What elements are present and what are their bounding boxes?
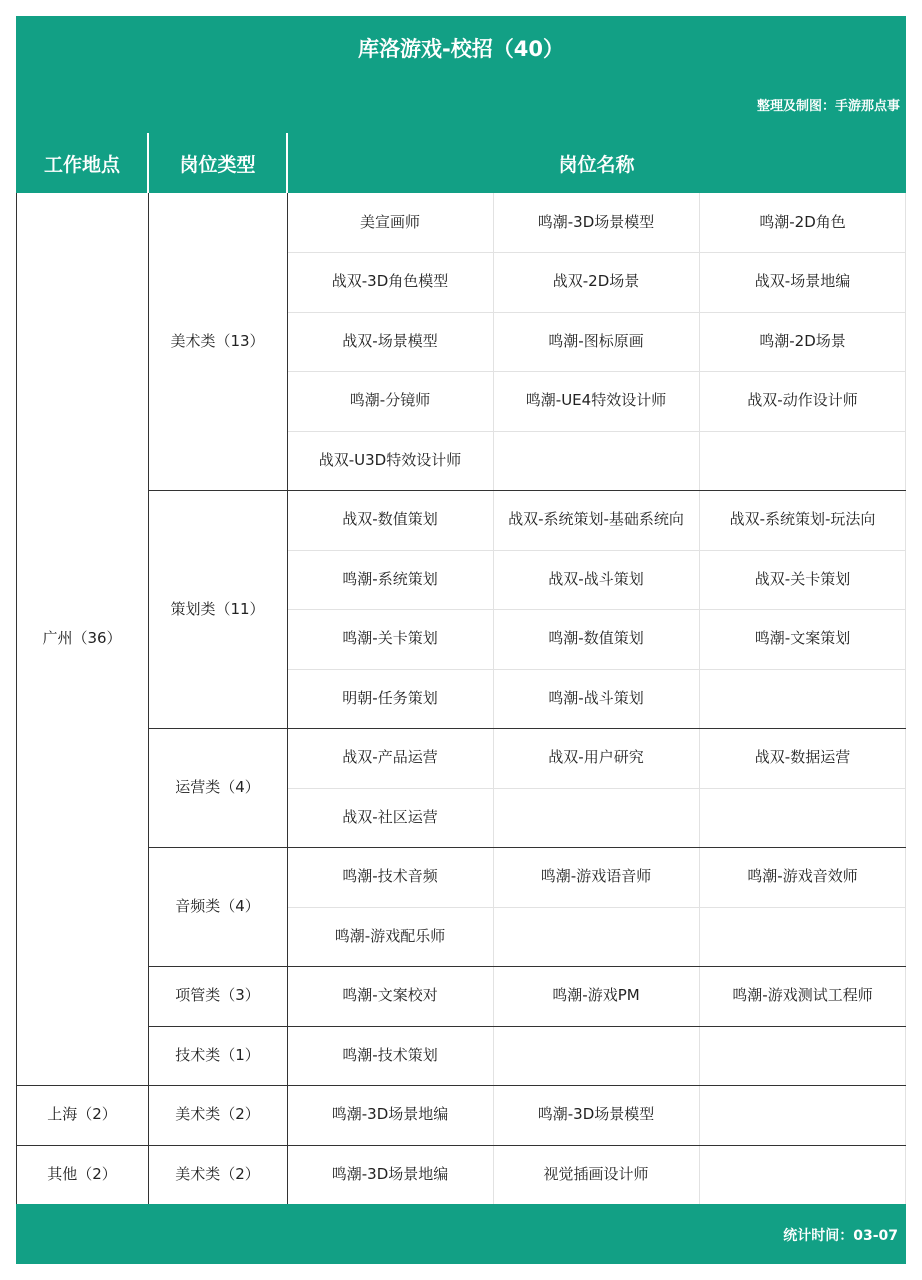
position-cell: 战双-3D角色模型 bbox=[331, 272, 449, 291]
position-cell: 战双-数值策划 bbox=[342, 510, 438, 529]
position-cell: 鸣潮-关卡策划 bbox=[342, 629, 438, 648]
column-header-positions: 岗位名称 bbox=[287, 133, 906, 193]
position-cell bbox=[493, 1026, 699, 1085]
position-cell: 战双-数据运营 bbox=[754, 748, 851, 767]
position-cell: 明朝-任务策划 bbox=[342, 688, 438, 707]
position-cell: 鸣潮-2D场景 bbox=[759, 331, 846, 350]
position-cell: 战双-产品运营 bbox=[342, 748, 438, 767]
position-cell: 鸣潮-数值策划 bbox=[548, 629, 644, 648]
category-cell: 美术类（2） bbox=[175, 1164, 260, 1183]
position-cell: 鸣潮-技术音频 bbox=[342, 867, 438, 886]
position-cell: 美宣画师 bbox=[359, 212, 420, 231]
position-cell: 鸣潮-2D角色 bbox=[759, 212, 846, 231]
position-cell: 鸣潮-游戏配乐师 bbox=[334, 926, 446, 945]
position-cell: 鸣潮-游戏测试工程师 bbox=[732, 986, 873, 1005]
category-cell: 音频类（4） bbox=[175, 896, 260, 915]
position-cell: 鸣潮-战斗策划 bbox=[548, 688, 644, 707]
credit-text: 整理及制图：手游那点事 bbox=[756, 99, 900, 114]
category-cell: 美术类（2） bbox=[175, 1105, 260, 1124]
column-header-location: 工作地点 bbox=[16, 133, 148, 193]
position-cell: 视觉插画设计师 bbox=[543, 1164, 649, 1183]
location-cell: 上海（2） bbox=[47, 1105, 117, 1124]
position-cell: 战双-系统策划-玩法向 bbox=[729, 510, 876, 529]
column-header-category: 岗位类型 bbox=[148, 133, 287, 193]
position-cell bbox=[699, 1026, 906, 1085]
position-cell: 战双-动作设计师 bbox=[747, 391, 858, 410]
category-cell: 项管类（3） bbox=[175, 986, 260, 1005]
position-cell: 战双-场景地编 bbox=[754, 272, 851, 291]
position-cell bbox=[699, 1145, 906, 1204]
position-cell bbox=[699, 431, 906, 490]
recruitment-table bbox=[16, 16, 906, 1264]
position-cell: 战双-战斗策划 bbox=[548, 569, 644, 588]
position-cell: 鸣潮-3D场景模型 bbox=[537, 212, 655, 231]
position-cell: 鸣潮-3D场景地编 bbox=[331, 1164, 449, 1183]
position-cell: 鸣潮-3D场景模型 bbox=[537, 1105, 655, 1124]
category-cell: 策划类（11） bbox=[170, 599, 265, 618]
position-cell: 战双-关卡策划 bbox=[754, 569, 851, 588]
position-cell: 鸣潮-技术策划 bbox=[342, 1045, 438, 1064]
position-cell: 战双-U3D特效设计师 bbox=[318, 450, 462, 469]
position-cell: 鸣潮-游戏音效师 bbox=[747, 867, 858, 886]
stat-time: 统计时间：03-07 bbox=[783, 1228, 898, 1244]
position-cell: 战双-用户研究 bbox=[548, 748, 644, 767]
position-cell: 鸣潮-游戏PM bbox=[552, 986, 640, 1005]
footer-banner bbox=[16, 1204, 906, 1264]
position-cell: 鸣潮-系统策划 bbox=[342, 569, 438, 588]
position-cell: 鸣潮-文案策划 bbox=[754, 629, 851, 648]
position-cell bbox=[699, 669, 906, 728]
position-cell: 战双-2D场景 bbox=[552, 272, 640, 291]
position-cell: 鸣潮-游戏语音师 bbox=[540, 867, 652, 886]
position-cell: 鸣潮-3D场景地编 bbox=[331, 1105, 449, 1124]
location-cell: 广州（36） bbox=[42, 629, 122, 648]
position-cell: 战双-系统策划-基础系统向 bbox=[508, 510, 684, 529]
position-cell: 战双-社区运营 bbox=[342, 807, 438, 826]
location-cell: 其他（2） bbox=[47, 1164, 117, 1183]
position-cell: 鸣潮-UE4特效设计师 bbox=[525, 391, 667, 410]
category-cell: 美术类（13） bbox=[170, 331, 265, 350]
page-title: 库洛游戏-校招（40） bbox=[358, 37, 564, 61]
position-cell bbox=[699, 788, 906, 847]
position-cell: 鸣潮-图标原画 bbox=[548, 331, 644, 350]
header-banner bbox=[16, 16, 906, 133]
position-cell: 鸣潮-文案校对 bbox=[342, 986, 438, 1005]
position-cell: 鸣潮-分镜师 bbox=[349, 391, 431, 410]
position-cell bbox=[493, 907, 699, 966]
position-cell bbox=[493, 431, 699, 490]
position-cell bbox=[699, 907, 906, 966]
category-cell: 技术类（1） bbox=[175, 1045, 260, 1064]
position-cell bbox=[699, 1085, 906, 1144]
position-cell bbox=[493, 788, 699, 847]
category-cell: 运营类（4） bbox=[175, 777, 260, 796]
position-cell: 战双-场景模型 bbox=[342, 331, 438, 350]
